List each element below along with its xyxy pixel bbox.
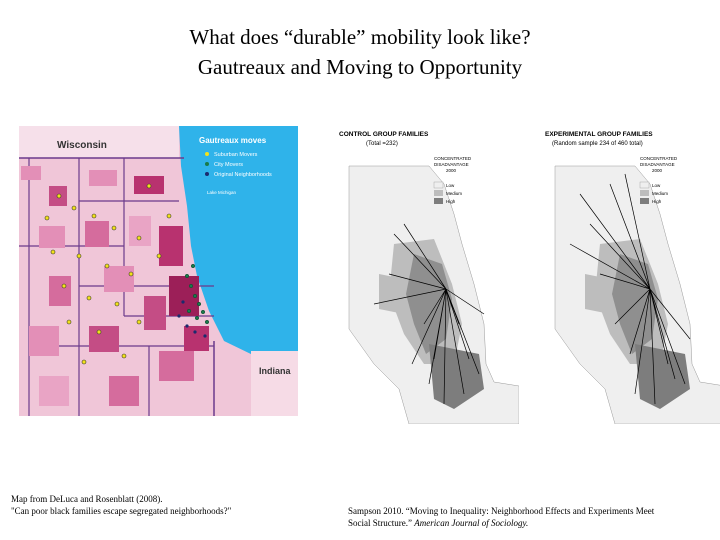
control-group-map — [334, 124, 519, 424]
control-map-subtitle: (Total =232) — [366, 141, 398, 147]
control-legend-high: High — [446, 199, 456, 204]
right-caption-line1: Sampson 2010. “Moving to Inequality: Neighborhood Effects and Experiments Meet — [348, 506, 655, 516]
experimental-map-title: EXPERIMENTAL GROUP FAMILIES — [545, 131, 653, 138]
experimental-group-map — [540, 124, 720, 424]
control-legend-low: Low — [446, 183, 455, 188]
control-legend-title2: DISADVANTAGE — [434, 162, 469, 167]
experimental-legend-title2: DISADVANTAGE — [640, 162, 675, 167]
experimental-legend-high: High — [652, 199, 662, 204]
right-caption-line2: Social Structure.” — [348, 518, 415, 528]
right-caption-journal: American Journal of Sociology. — [414, 518, 529, 528]
experimental-legend-title1: CONCENTRATED — [640, 156, 678, 161]
legend-suburban: Suburban Movers — [214, 152, 258, 158]
experimental-legend-year: 2000 — [652, 168, 663, 173]
control-map-title: CONTROL GROUP FAMILIES — [339, 131, 429, 138]
left-caption-line2: "Can poor black families escape segregated neighborhoods?" — [11, 506, 232, 516]
legend-city: City Movers — [214, 162, 244, 168]
right-map-caption — [348, 505, 698, 529]
left-map-caption — [11, 493, 301, 517]
legend-original: Original Neighborhoods — [214, 172, 272, 178]
state-label-wisconsin: Wisconsin — [57, 140, 107, 151]
control-legend-title1: CONCENTRATED — [434, 156, 472, 161]
control-legend-year: 2000 — [446, 168, 457, 173]
slide-title-line1: What does “durable” mobility look like? — [189, 25, 531, 49]
experimental-map-subtitle: (Random sample 234 of 460 total) — [552, 141, 643, 147]
left-caption-line1: Map from DeLuca and Rosenblatt (2008). — [11, 494, 163, 504]
control-legend-medium: Medium — [446, 191, 463, 196]
slide-title-line2: Gautreaux and Moving to Opportunity — [197, 55, 523, 79]
gautreaux-map — [19, 126, 298, 416]
experimental-legend-medium: Medium — [652, 191, 669, 196]
experimental-legend-low: Low — [652, 183, 661, 188]
gautreaux-legend-title: Gautreaux moves — [199, 136, 267, 145]
lake-label: Lake Michigan — [207, 190, 237, 195]
state-label-indiana: Indiana — [259, 366, 291, 376]
